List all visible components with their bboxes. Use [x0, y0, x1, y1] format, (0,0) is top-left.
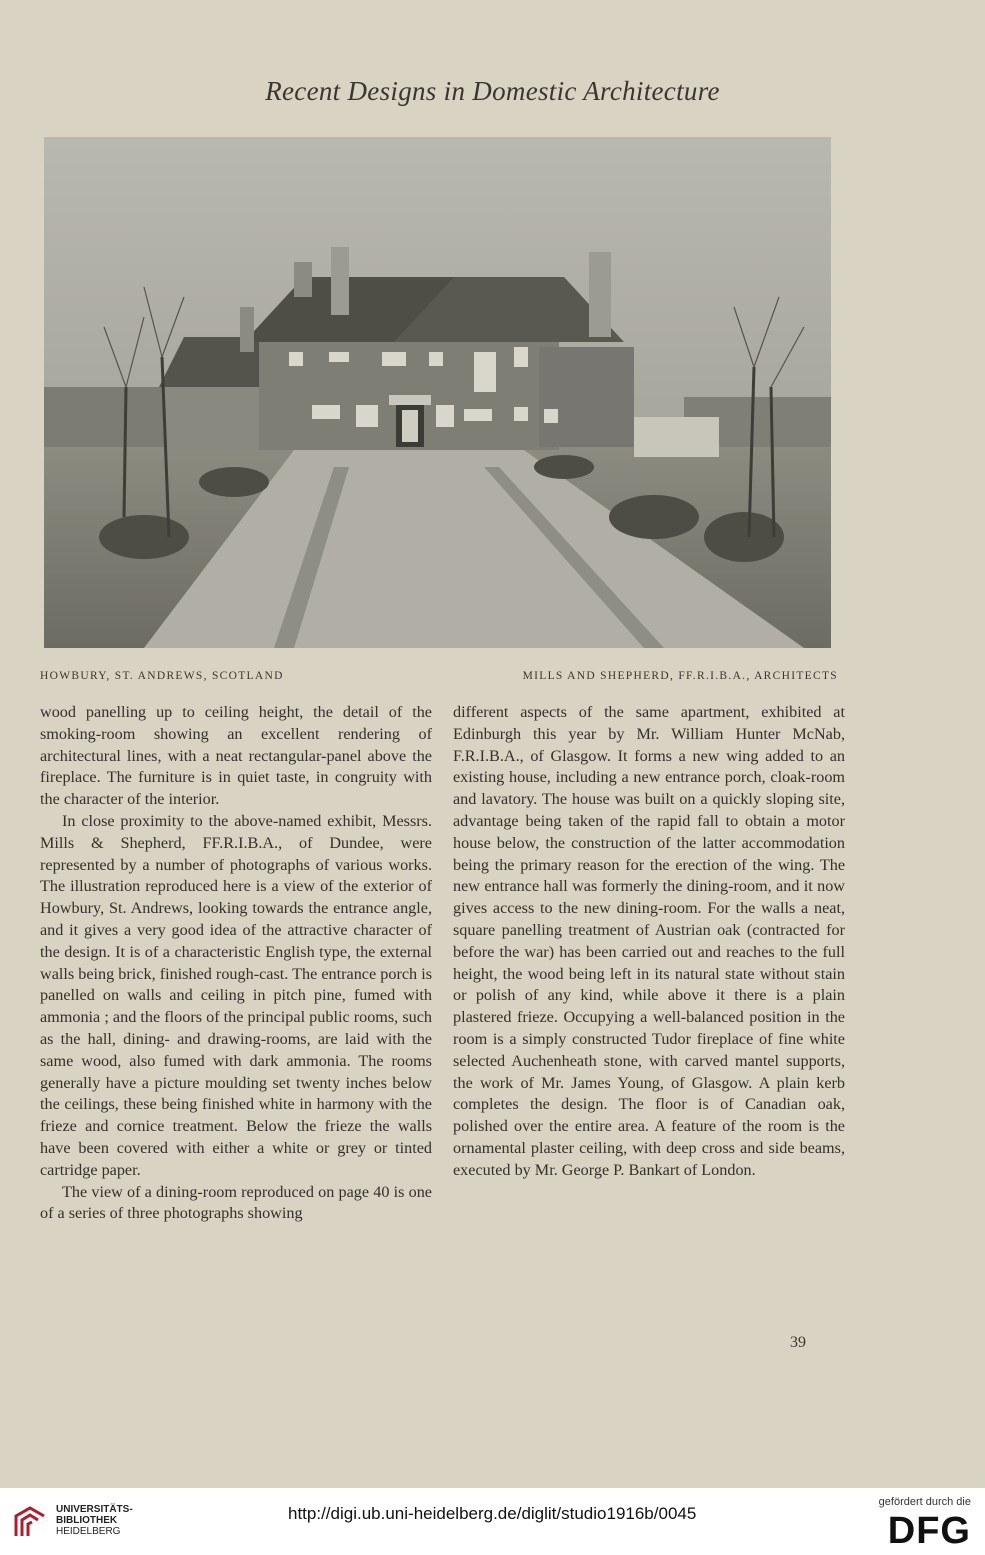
paragraph: In close proximity to the above-named exhibit, Messrs. Mills & Shepherd, FF.R.I.B.A., of Dundee, were represented by a number of photographs of various works. The illustration reproduced here is a view of the exterior of Howbury, St. Andrews, looking towards the entrance angle, and it gives a very good idea of the attractive character of the design. It is of a characteristic English type, the external walls being brick, finished rough-cast. The entrance porch is panelled on walls and ceiling in pitch pine, fumed with ammonia ; and the floors of the principal public rooms, such as the hall, dining- and drawing-rooms, are laid with the same wood, also fumed with dark ammonia. The rooms generally have a picture moulding set twenty inches below the ceilings, these being finished white in harmony with the frieze and cornice treatment. Below the frieze the walls have been covered with either a white or grey or tinted cartridge paper.	[40, 811, 432, 1179]
dfg-logo: DFG	[887, 1510, 971, 1552]
library-name-line: UNIVERSITÄTS-	[56, 1504, 133, 1515]
library-name	[56, 1504, 133, 1537]
library-name-line: HEIDELBERG	[56, 1526, 121, 1537]
house-photograph-image	[44, 137, 831, 648]
library-name-line: BIBLIOTHEK	[56, 1515, 118, 1526]
source-url-link[interactable]: http://digi.ub.uni-heidelberg.de/diglit/studio1916b/0045	[288, 1504, 697, 1523]
funder-label: gefördert durch die	[878, 1496, 971, 1508]
house-photograph	[44, 137, 831, 648]
paragraph: The view of a dining-room reproduced on page 40 is one of a series of three photographs showing	[40, 1182, 432, 1223]
left-text-column	[40, 702, 432, 1225]
university-library-logo-icon	[12, 1504, 48, 1540]
right-text-column	[453, 702, 845, 1182]
paragraph: different aspects of the same apartment, exhibited at Edinburgh this year by Mr. William Hunter McNab, F.R.I.B.A., of Glasgow. It forms a new wing added to an existing house, including a new entrance porch, cloak-room and lavatory. The house was built on a quickly sloping site, advantage being taken of the rapid fall to obtain a motor house below, the construction of the latter accommodation being the primary reason for the erection of the wing. The new entrance hall was formerly the dining-room, and it now gives access to the new dining-room. For the walls a neat, square panelling treatment of Austrian oak (contracted for before the war) has been carried out and reaches to the full height, the wood being left in its natural state without stain or polish of any kind, while above it there is a plain plastered frieze. Occupying a well-balanced position in the room is a simply constructed Tudor fireplace of fine white selected Auchenheath stone, with carved mantel supports, the work of Mr. James Young, of Glasgow. A plain kerb completes the design. The floor is of Canadian oak, polished over the entire area. A feature of the room is the ornamental plaster ceiling, with deep cross and side beams, executed by Mr. George P. Bankart of London.	[453, 703, 845, 1179]
page-number: 39	[790, 1334, 806, 1351]
plate-caption-location: HOWBURY, ST. ANDREWS, SCOTLAND	[40, 670, 284, 682]
plate-caption-architects: MILLS AND SHEPHERD, FF.R.I.B.A., ARCHITECTS	[522, 670, 838, 682]
digitization-footer	[0, 1488, 985, 1555]
paragraph: wood panelling up to ceiling height, the detail of the smoking-room showing an excellent rendering of architectural lines, with a neat rectangular-panel above the fireplace. The furniture is in quiet taste, in congruity with the character of the interior.	[40, 703, 432, 809]
running-head: Recent Designs in Domestic Architecture	[265, 76, 720, 106]
